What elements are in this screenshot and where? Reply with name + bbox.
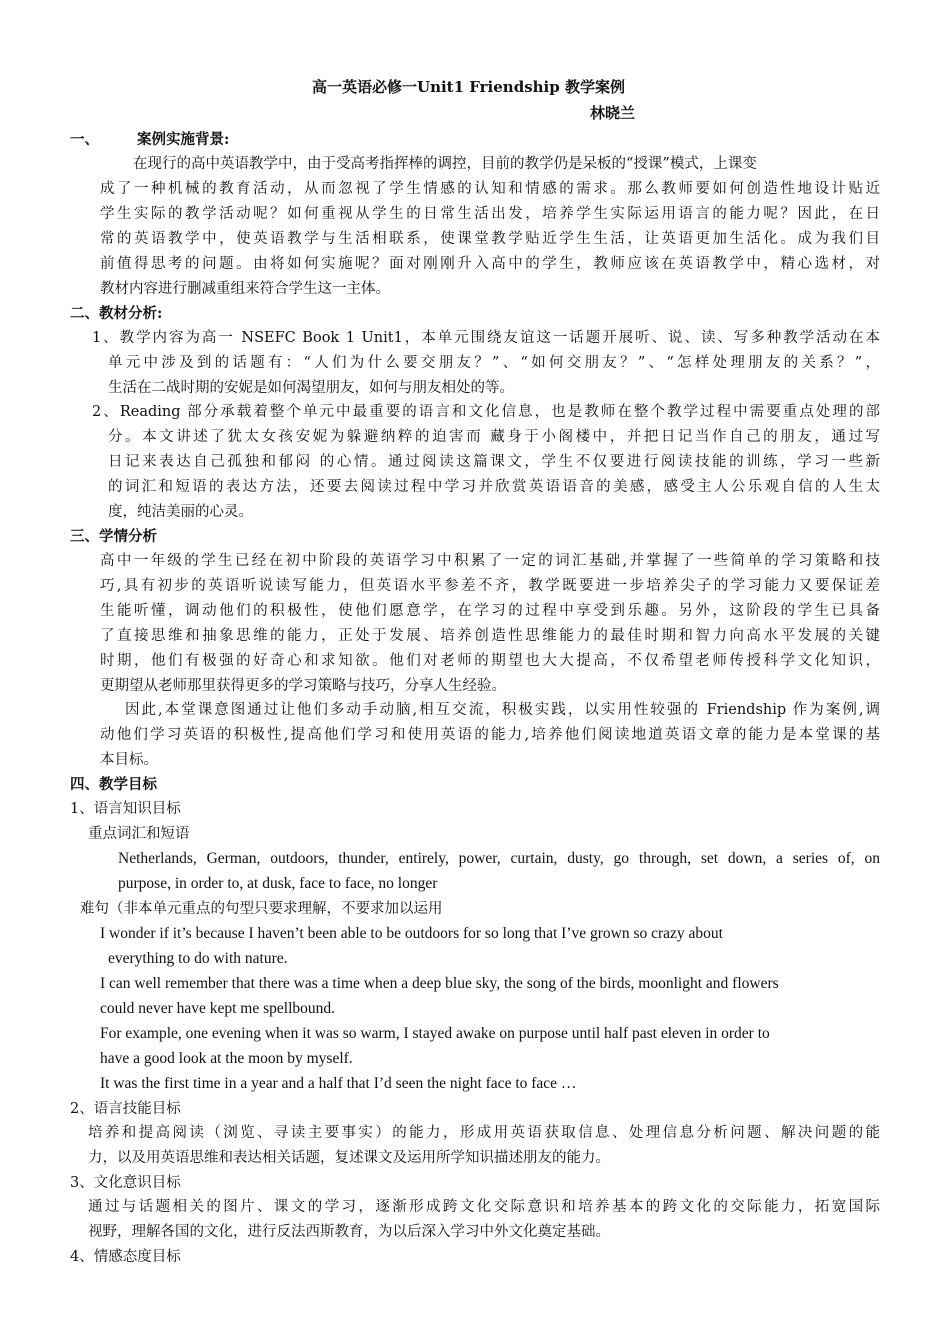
goal-4-heading: 4、情感态度目标 xyxy=(70,1249,181,1265)
s3-p1-line-5: 时期，他们有极强的好奇心和求知欲。他们对老师的期望也大大提高，不仅希望老师传授科学文化知识， xyxy=(100,653,880,669)
s2-p2-line-5: 度，纯洁美丽的心灵。 xyxy=(108,504,253,520)
s2-p2-line-3: 日记来表达自己孤独和郁闷 的心情。通过阅读这篇课文，学生不仅要进行阅读技能的训练，学习一些新 xyxy=(108,454,880,470)
s1-line-2: 成了一种机械的教育活动，从而忽视了学生情感的认知和情感的需求。那么教师要如何创造性地设计贴近 xyxy=(100,181,880,197)
sentence-line-7: It was the first time in a year and a half that I’d seen the night face to face … xyxy=(100,1075,577,1092)
document-title: 高一英语必修一Unit1 Friendship 教学案例 xyxy=(312,78,625,96)
s2-p1-line-3: 生活在二战时期的安妮是如何渴望朋友，如何与朋友相处的等。 xyxy=(108,380,514,396)
s3-p2-line-3: 本目标。 xyxy=(100,752,158,768)
author-name: 林晓兰 xyxy=(590,104,636,122)
vocab-line-2: purpose, in order to, at dusk, face to face, no longer xyxy=(118,875,438,892)
s3-p1-line-6: 更期望从老师那里获得更多的学习策略与技巧，分享人生经验。 xyxy=(100,678,506,694)
goal-2-line-1: 培养和提高阅读（浏览、寻读主要事实）的能力，形成用英语获取信息、处理信息分析问题、解决问题的能 xyxy=(88,1125,880,1141)
goal-3-line-2: 视野，理解各国的文化，进行反法西斯教育，为以后深入学习中外文化奠定基础。 xyxy=(88,1224,610,1240)
goal-2-heading: 2、语言技能目标 xyxy=(70,1101,181,1117)
hard-sentences-label: 难句（非本单元重点的句型只要求理解，不要求加以运用 xyxy=(80,901,443,917)
vocab-line-1: Netherlands, German, outdoors, thunder, entirely, power, curtain, dusty, go through, set down, a series of, on xyxy=(118,850,880,867)
s1-line-5: 前值得思考的问题。由将如何实施呢？面对刚刚升入高中的学生，教师应该在英语教学中，精心选材，对 xyxy=(100,256,880,272)
s1-line-1: 在现行的高中英语教学中，由于受高考指挥棒的调控，目前的教学仍是呆板的“授课”模式，上课变 xyxy=(133,156,757,172)
section-1-heading: 案例实施背景: xyxy=(137,131,230,148)
s1-line-3: 学生实际的教学活动呢？如何重视从学生的日常生活出发，培养学生实际运用语言的能力呢？因此，在日 xyxy=(100,206,880,222)
goal-1-heading: 1、语言知识目标 xyxy=(70,801,181,817)
s2-p1-line-2: 单元中涉及到的话题有：“人们为什么要交朋友？”、“如何交朋友？”、“怎样处理朋友的关系？”， xyxy=(108,355,880,371)
s3-p1-line-3: 生能听懂，调动他们的积极性，使他们愿意学，在学习的过程中享受到乐趣。另外，这阶段的学生已具备 xyxy=(100,603,880,619)
s3-p1-line-1: 高中一年级的学生已经在初中阶段的英语学习中积累了一定的词汇基础,并掌握了一些简单的学习策略和技 xyxy=(100,553,880,569)
goal-3-line-1: 通过与话题相关的图片、课文的学习，逐渐形成跨文化交际意识和培养基本的跨文化的交际能力，拓宽国际 xyxy=(88,1199,880,1215)
goal-2-line-2: 力，以及用英语思维和表达相关话题，复述课文及运用所学知识描述朋友的能力。 xyxy=(88,1150,610,1166)
s1-line-6: 教材内容进行删减重组来符合学生这一主体。 xyxy=(100,281,390,297)
section-1-number: 一、 xyxy=(70,131,99,148)
s2-p2-line-2: 分。本文讲述了犹太女孩安妮为躲避纳粹的迫害而 藏身于小阁楼中，并把日记当作自己的朋友，通过写 xyxy=(108,429,880,445)
s2-p2-line-4: 的词汇和短语的表达方法，还要去阅读过程中学习并欣赏英语语音的美感，感受主人公乐观自信的人生太 xyxy=(108,479,880,495)
sentence-line-4: could never have kept me spellbound. xyxy=(100,1000,336,1017)
s2-p2-line-1: 2、Reading 部分承载着整个单元中最重要的语言和文化信息，也是教师在整个教学过程中需要重点处理的部 xyxy=(92,404,880,420)
s1-line-4: 常的英语教学中，使英语教学与生活相联系，使课堂教学贴近学生生活，让英语更加生活化。成为我们目 xyxy=(100,231,880,247)
sentence-line-1: I wonder if it’s because I haven’t been able to be outdoors for so long that I’ve grown so crazy about xyxy=(100,925,723,942)
section-4-heading: 四、教学目标 xyxy=(70,776,157,793)
goal-3-heading: 3、文化意识目标 xyxy=(70,1175,181,1191)
s3-p2-line-1: 因此,本堂课意图通过让他们多动手动脑,相互交流，积极实践，以实用性较强的 Friendship 作为案例,调 xyxy=(125,702,880,718)
sentence-line-3: I can well remember that there was a time when a deep blue sky, the song of the birds, moonlight and flowers xyxy=(100,975,779,992)
sentence-line-6: have a good look at the moon by myself. xyxy=(100,1050,353,1067)
s3-p1-line-2: 巧,具有初步的英语听说读写能力，但英语水平参差不齐，教学既要进一步培养尖子的学习能力又要保证差 xyxy=(100,578,880,594)
vocab-label: 重点词汇和短语 xyxy=(88,826,190,842)
s2-p1-line-1: 1、教学内容为高一 NSEFC Book 1 Unit1，本单元围绕友谊这一话题开展听、说、读、写多种教学活动在本 xyxy=(92,330,880,346)
sentence-line-5: For example, one evening when it was so warm, I stayed awake on purpose until half past eleven in order to xyxy=(100,1025,770,1042)
sentence-line-2: everything to do with nature. xyxy=(108,950,288,967)
section-2-heading: 二、教材分析: xyxy=(70,305,163,322)
section-3-heading: 三、学情分析 xyxy=(70,528,157,545)
s3-p1-line-4: 了直接思维和抽象思维的能力，正处于发展、培养创造性思维能力的最佳时期和智力向高水平发展的关键 xyxy=(100,628,880,644)
s3-p2-line-2: 动他们学习英语的积极性,提高他们学习和使用英语的能力,培养他们阅读地道英语文章的能力是本堂课的基 xyxy=(100,727,880,743)
